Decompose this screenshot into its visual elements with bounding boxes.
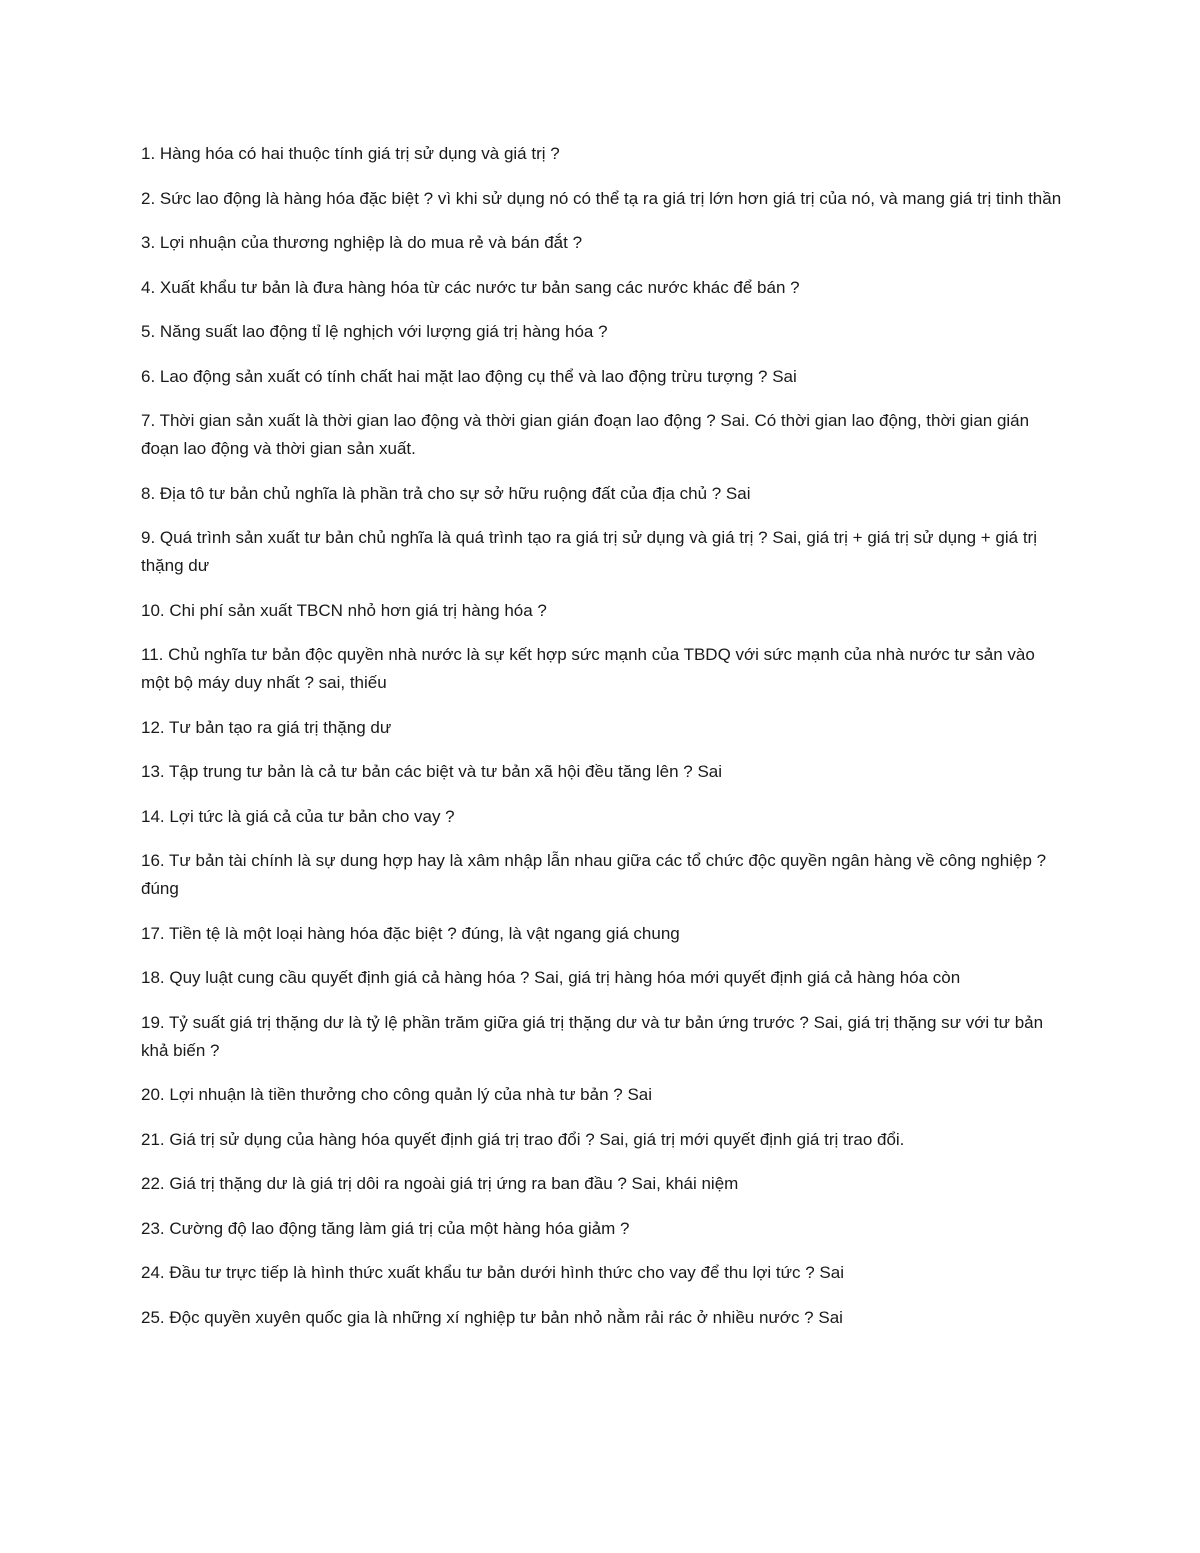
document-body	[141, 140, 1066, 1332]
list-item: 1. Hàng hóa có hai thuộc tính giá trị sử dụng và giá trị ?	[141, 144, 560, 163]
list-item: 24. Đầu tư trực tiếp là hình thức xuất khẩu tư bản dưới hình thức cho vay để thu lợi tức ? Sai	[141, 1263, 844, 1282]
list-item: 19. Tỷ suất giá trị thặng dư là tỷ lệ phần trăm giữa giá trị thặng dư và tư bản ứng trước ? Sai, giá trị thặng sư với tư bản khả biến ?	[141, 1012, 1044, 1060]
list-item: 8. Địa tô tư bản chủ nghĩa là phần trả cho sự sở hữu ruộng đất của địa chủ ? Sai	[141, 483, 751, 503]
list-item: 10. Chi phí sản xuất TBCN nhỏ hơn giá trị hàng hóa ?	[141, 600, 547, 620]
list-item: 21. Giá trị sử dụng của hàng hóa quyết định giá trị trao đổi ? Sai, giá trị mới quyết định giá trị trao đổi.	[141, 1129, 905, 1149]
list-item: 2. Sức lao động là hàng hóa đặc biệt ? vì khi sử dụng nó có thể tạ ra giá trị lớn hơn giá trị của nó, và mang giá trị tinh thần	[141, 188, 1062, 208]
list-item: 22. Giá trị thặng dư là giá trị dôi ra ngoài giá trị ứng ra ban đầu ? Sai, khái niệm	[141, 1174, 739, 1193]
list-item: 11. Chủ nghĩa tư bản độc quyền nhà nước là sự kết hợp sức mạnh của TBDQ với sức mạnh của nhà nước tư sản vào một bộ máy duy nhất ? sai, thiếu	[141, 645, 1035, 692]
list-item: 3. Lợi nhuận của thương nghiệp là do mua rẻ và bán đắt ?	[141, 233, 583, 252]
list-item: 5. Năng suất lao động tỉ lệ nghịch với lượng giá trị hàng hóa ?	[141, 322, 608, 341]
list-item: 25. Độc quyền xuyên quốc gia là những xí nghiệp tư bản nhỏ nằm rải rác ở nhiều nước ? Sai	[141, 1307, 843, 1327]
list-item: 12. Tư bản tạo ra giá trị thặng dư	[141, 717, 392, 737]
list-item: 6. Lao động sản xuất có tính chất hai mặt lao động cụ thể và lao động trừu tượng ? Sai	[141, 366, 797, 386]
list-item: 4. Xuất khẩu tư bản là đưa hàng hóa từ các nước tư bản sang các nước khác để bán ?	[141, 277, 800, 297]
list-item: 14. Lợi tức là giá cả của tư bản cho vay ?	[141, 806, 455, 826]
list-item: 23. Cường độ lao động tăng làm giá trị của một hàng hóa giảm ?	[141, 1218, 630, 1238]
list-item: 16. Tư bản tài chính là sự dung hợp hay là xâm nhập lẫn nhau giữa các tổ chức độc quyền ngân hàng về công nghiệp ? đúng	[141, 851, 1047, 898]
list-item: 18. Quy luật cung cầu quyết định giá cả hàng hóa ? Sai, giá trị hàng hóa mới quyết định giá cả hàng hóa còn	[141, 968, 961, 987]
list-item: 7. Thời gian sản xuất là thời gian lao động và thời gian gián đoạn lao động ? Sai. Có thời gian lao động, thời gian gián đoạn lao động và thời gian sản xuất.	[141, 411, 1030, 458]
list-item: 13. Tập trung tư bản là cả tư bản các biệt và tư bản xã hội đều tăng lên ? Sai	[141, 762, 723, 781]
list-item: 9. Quá trình sản xuất tư bản chủ nghĩa là quá trình tạo ra giá trị sử dụng và giá trị ? Sai, giá trị + giá trị sử dụng + giá trị thặng dư	[141, 528, 1037, 575]
list-item: 17. Tiền tệ là một loại hàng hóa đặc biệt ? đúng, là vật ngang giá chung	[141, 923, 680, 943]
list-item: 20. Lợi nhuận là tiền thưởng cho công quản lý của nhà tư bản ? Sai	[141, 1085, 653, 1104]
